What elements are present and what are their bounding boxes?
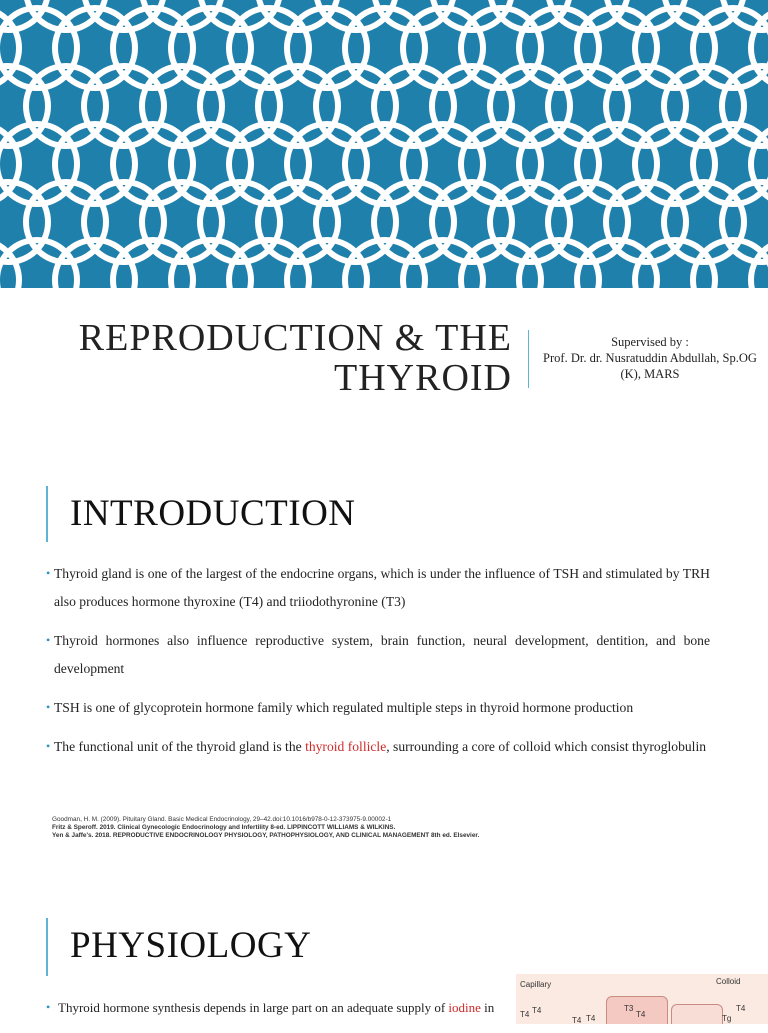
title-section: [0, 288, 768, 418]
follicular-cell: [671, 1004, 723, 1024]
t4-label: T4: [532, 1006, 542, 1015]
intro-accent-rule: [46, 486, 48, 542]
list-item: [46, 994, 506, 1022]
supervisor-label: Supervised by :: [611, 335, 689, 349]
bullet-icon: •: [46, 566, 51, 580]
t3-label: T3: [624, 1004, 634, 1013]
reference-item: Yen & Jaffe's. 2018. REPRODUCTIVE ENDOCRINOLOGY PHYSIOLOGY, PATHOPHYSIOLOGY, AND CLINICAL MANAGEMENT 8th ed. Elsevier.: [52, 832, 480, 840]
t4-label: T4: [572, 1016, 582, 1024]
circle-pattern: [0, 0, 768, 288]
list-item: [46, 627, 710, 683]
bullet-text: TSH is one of glycoprotein hormone family which regulated multiple steps in thyroid hormone production: [54, 700, 634, 715]
t4-label: T4: [636, 1010, 646, 1019]
bullet-text: Thyroid hormones also influence reproductive system, brain function, neural development, dentition, and bone development: [54, 633, 710, 676]
intro-bullet-list: [46, 560, 710, 772]
colloid-label: Colloid: [716, 977, 741, 986]
title-divider: [528, 330, 529, 388]
reference-item: Fritz & Speroff. 2019. Clinical Gynecologic Endocrinology and Infertility 8-ed. LIPPINCOTT WILLIAMS & WILKINS.: [52, 824, 396, 832]
supervisor-block: [534, 334, 766, 382]
bullet-text-end: in: [480, 1000, 495, 1015]
tg-label: Tg: [722, 1014, 732, 1023]
references: [52, 816, 712, 841]
highlight-iodine: iodine: [448, 1000, 481, 1015]
t4-label: T4: [586, 1014, 596, 1023]
thyroid-follicle-diagram: [516, 974, 768, 1024]
supervisor-credentials: (K), MARS: [620, 367, 680, 381]
physiology-heading: PHYSIOLOGY: [70, 925, 312, 966]
presentation-title: [79, 318, 512, 398]
bullet-icon: •: [46, 1000, 51, 1014]
bullet-text-start: The functional unit of the thyroid gland is the: [54, 739, 306, 754]
bullet-text: [58, 994, 506, 1022]
title-line-1: REPRODUCTION & THE: [78, 317, 512, 359]
list-item: [46, 560, 710, 616]
list-item: [46, 694, 710, 722]
decorative-banner: [0, 0, 768, 288]
highlight-thyroid-follicle: thyroid follicle: [305, 739, 387, 754]
intro-heading: INTRODUCTION: [70, 493, 356, 534]
bullet-icon: •: [46, 633, 51, 647]
bullet-icon: •: [46, 700, 51, 714]
capillary-label: Capillary: [520, 980, 552, 989]
bullet-icon: •: [46, 739, 51, 753]
t4-label: T4: [736, 1004, 746, 1013]
list-item: [46, 733, 710, 761]
physiology-bullet-list: [46, 994, 506, 1033]
supervisor-name: Prof. Dr. dr. Nusratuddin Abdullah, Sp.OG: [543, 351, 757, 365]
physiology-accent-rule: [46, 918, 48, 976]
title-line-2: THYROID: [334, 357, 512, 399]
reference-item: Goodman, H. M. (2009). Pituitary Gland. Basic Medical Endocrinology, 29–42.doi:10.1016/b978-0-12-373975-9.00002-1: [52, 816, 392, 823]
bullet-text-start: Thyroid hormone synthesis depends in large part on an adequate supply of: [58, 1000, 449, 1015]
t4-label: T4: [520, 1010, 530, 1019]
bullet-text-end: , surrounding a core of colloid which consist thyroglobulin: [386, 739, 707, 754]
bullet-text: Thyroid gland is one of the largest of the endocrine organs, which is under the influence of TSH and stimulated by TRH also produces hormone thyroxine (T4) and triiodothyronine (T3): [54, 566, 710, 609]
bullet-text: [54, 733, 710, 761]
